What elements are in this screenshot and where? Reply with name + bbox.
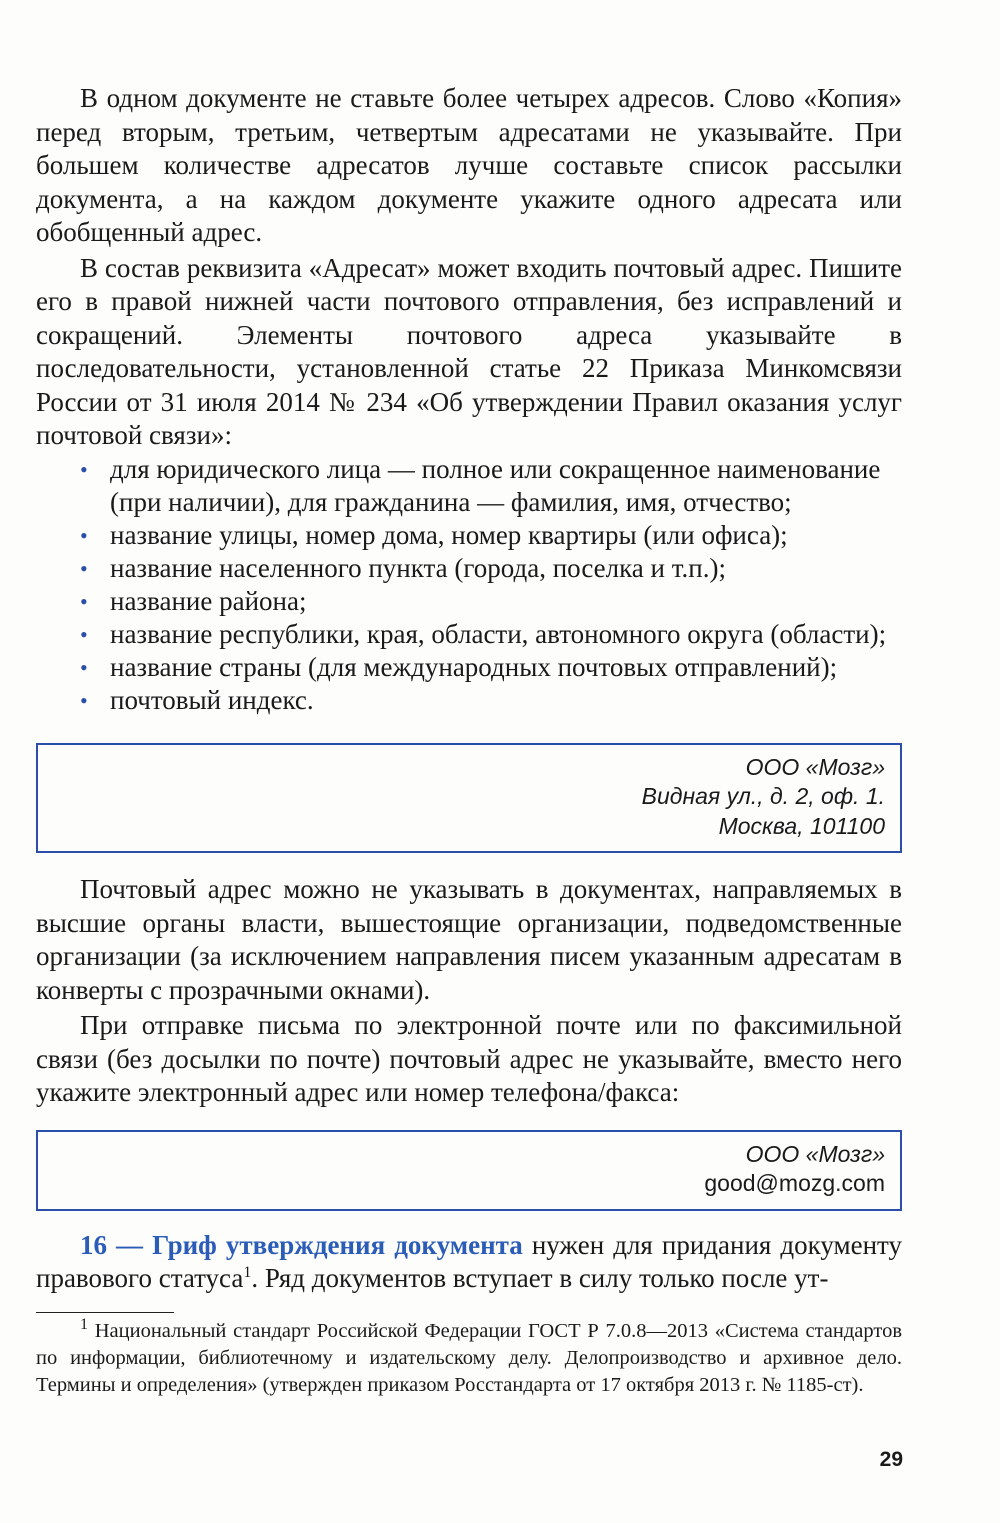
- example-city: Москва, 101100: [718, 812, 885, 839]
- paragraph-address-omission: Почтовый адрес можно не указывать в документах, направляемых в высшие органы власти, вышестоящие организации, подведомственные организации (за исключением направления писем указанным адресатам в конверты с прозрачными окнами).: [36, 874, 902, 1005]
- example-org-name: ООО «Мозг»: [745, 1140, 885, 1167]
- list-item: • почтовый индекс.: [80, 684, 314, 715]
- list-item: • название страны (для международных почтовых отправлений);: [80, 651, 838, 682]
- bullet-icon: •: [80, 522, 88, 548]
- footnote-divider: [36, 1312, 174, 1313]
- bullet-icon: •: [80, 687, 88, 713]
- bullet-icon: •: [80, 621, 88, 647]
- page-body: [36, 82, 902, 1296]
- bullet-icon: •: [80, 555, 88, 581]
- footnote-marker: 1: [80, 1316, 88, 1334]
- example-street: Видная ул., д. 2, оф. 1.: [641, 783, 885, 809]
- email-address-example: [36, 1130, 902, 1211]
- paragraph-email-address: При отправке письма по электронной почте или по факсимильной связи (без досылки по почте) почтовый адрес не указывайте, вместо него укажите электронный адрес или номер телефона/факса:: [36, 1010, 902, 1107]
- page-number: 29: [879, 1448, 903, 1471]
- section-term: Гриф утверждения документа: [152, 1229, 523, 1260]
- list-item: • для юридического лица — полное или сокращенное наименование (при наличии), для гражданина — фамилия, имя, отчество;: [80, 453, 881, 517]
- footnote-text: Национальный стандарт Российской Федерации ГОСТ Р 7.0.8—2013 «Система стандартов по информации, библиотечному и издательскому делу. Делопроизводство и архивное дело. Термины и определения» (утвержден приказом Росстандарта от 17 октября 2013 г. № 1185-ст).: [36, 1320, 902, 1396]
- example-email: good@mozg.com: [704, 1170, 885, 1196]
- section-number: 16 —: [80, 1229, 144, 1260]
- footnote: [36, 1318, 902, 1399]
- postal-address-example: [36, 743, 902, 854]
- paragraph-addressees-limit: В одном документе не ставьте более четырех адресов. Слово «Копия» перед вторым, третьим, четвертым адресатами не указывайте. При большем количестве адресатов лучше составьте список рассылки документа, а на каждом документе укажите одного адресата или обобщенный адрес.: [36, 83, 902, 247]
- example-org-name: ООО «Мозг»: [745, 753, 885, 780]
- list-item: • название республики, края, области, автономного округа (области);: [80, 618, 887, 649]
- list-item: • название улицы, номер дома, номер квартиры (или офиса);: [80, 519, 788, 550]
- list-item: • название населенного пункта (города, поселка и т.п.);: [80, 552, 726, 583]
- bullet-icon: •: [80, 588, 88, 614]
- section-16-paragraph: 16 — Гриф утверждения документа нужен для придания документу правового статуса$^1$. Ряд документов вступает в силу только после ут-: [36, 1229, 902, 1293]
- list-item: • название района;: [80, 585, 307, 616]
- bullet-icon: •: [80, 654, 88, 680]
- footnote-reference: 1: [243, 1264, 252, 1281]
- paragraph-postal-address: В состав реквизита «Адресат» может входить почтовый адрес. Пишите его в правой нижней части почтового отправления, без исправлений и сокращений. Элементы почтового адреса указывайте в последовательности, установленной статье 22 Приказа Минкомсвязи России от 31 июля 2014 № 234 «Об утверждении Правил оказания услуг почтовой связи»:: [36, 252, 902, 450]
- address-elements-list: [36, 453, 902, 717]
- bullet-icon: •: [80, 456, 88, 482]
